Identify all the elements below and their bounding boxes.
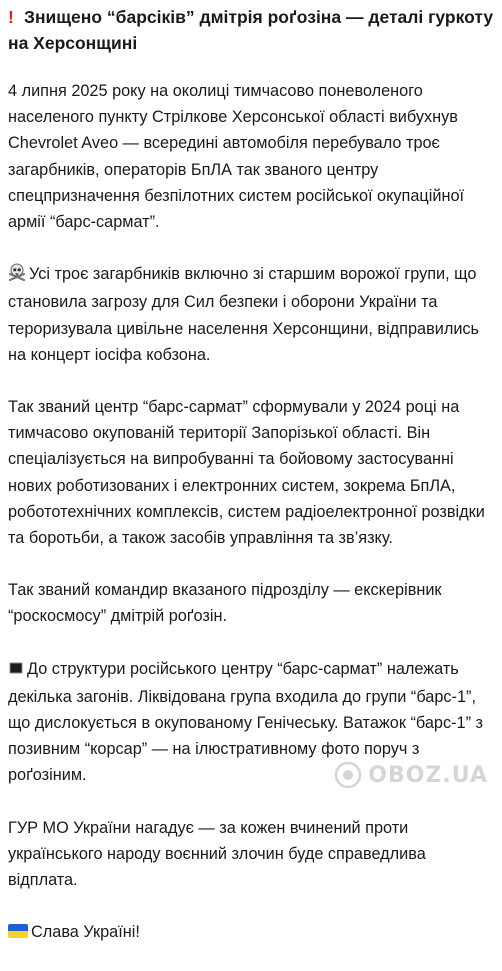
watermark-icon <box>334 761 362 789</box>
post-paragraph-5: До структури російського центру “барс-сармат” належать декілька загонів. Ліквідована група входила до групи “барс-1”, що дислокується в окупованому Генічеську. Ватажок “барс-1” з позивним “корсар” — на ілюстративному фото поруч з роґозіним. <box>8 659 483 785</box>
ukraine-flag-icon <box>8 924 28 938</box>
watermark-text: OBOZ.UA <box>368 762 488 788</box>
post-paragraph-1: 4 липня 2025 року на околиці тимчасово поневоленого населеного пункту Стрілкове Херсонської області вибухнув Chevrolet Aveo — всередині автомобіля перебувало троє загарбників, операторів БпЛА так званого центру спецпризначення безпілотних систем російської окупаційної армії “барс-сармат”. <box>8 82 465 232</box>
post-paragraph-3: Так званий центр “барс-сармат” сформували у 2024 році на тимчасово окупованій території Запорізької області. Він спеціалізується на випробуванні та бойовому застосуванні нових роботизованих і електронних систем, зокрема БпЛА, робототехнічних комплексів, систем радіоелектронної розвідки та боротьби, а також засобів управління та зв’язку. <box>8 398 485 548</box>
post-title-row <box>8 4 496 56</box>
post-title: Знищено “барсіків” дмітрія роґозіна — деталі гуркоту на Херсонщині <box>8 7 494 53</box>
skull-crossbones-icon <box>8 263 26 289</box>
post-paragraph-4: Так званий командир вказаного підрозділу — екскерівник “роскосмосу” дмітрій роґозін. <box>8 581 442 626</box>
post-paragraph-2: Усі троє загарбників включно зі старшим ворожої групи, що становила загрозу для Сил безпеки і оборони України та тероризувала цивільне населення Херсонщини, відправились на концерт іосіфа кобзона. <box>8 265 480 364</box>
exclamation-icon: ! <box>8 7 14 27</box>
post-paragraph-7: Слава Україні! <box>31 923 140 942</box>
watermark-logo <box>334 761 488 789</box>
post-paragraph-6: ГУР МО України нагадує — за кожен вчинений проти українського народу воєнний злочин буде справедлива відплата. <box>8 818 426 890</box>
news-post <box>8 4 496 971</box>
post-paragraph-7-row <box>8 919 496 945</box>
black-square-icon <box>8 658 24 684</box>
post-paragraph-2-row <box>8 261 496 368</box>
